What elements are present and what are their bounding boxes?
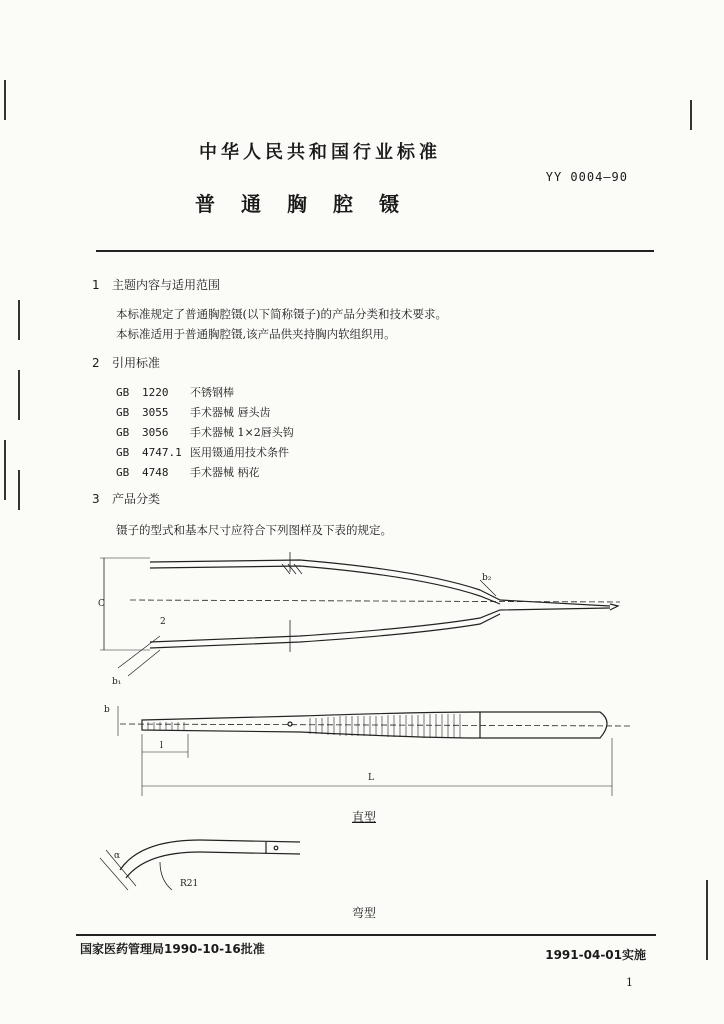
reference-item: GB 3056 手术器械 1×2唇头钩 <box>116 426 294 439</box>
dim-label: l <box>160 741 163 751</box>
dim-label: 2 <box>160 617 166 627</box>
section-number: 2 <box>92 356 100 370</box>
dim-label: L <box>368 773 374 783</box>
org-title: 中华人民共和国行业标准 <box>199 142 441 163</box>
footer-rule <box>76 934 656 936</box>
forceps-front-view <box>118 706 630 796</box>
section-title: 产品分类 <box>112 492 161 506</box>
forceps-drawing <box>0 540 724 925</box>
scan-mark <box>18 300 20 340</box>
reference-item: GB 4748 手术器械 柄花 <box>116 466 260 479</box>
section-3-heading <box>92 490 160 507</box>
caption-curved: 弯型 <box>352 906 377 920</box>
section-title: 主题内容与适用范围 <box>112 278 221 292</box>
caption-straight: 直型 <box>352 810 377 824</box>
doc-title: 普通胸腔镊 <box>195 192 425 216</box>
forceps-curved-view <box>100 840 300 890</box>
standard-code: YY 0004—90 <box>545 170 628 184</box>
scan-mark <box>18 370 20 420</box>
section-number: 1 <box>92 278 100 292</box>
scan-mark <box>4 80 6 120</box>
reference-item: GB 1220 不锈钢棒 <box>116 386 234 399</box>
approval-note: 国家医药管理局1990-10-16批准 <box>80 942 265 956</box>
scan-mark <box>18 470 20 510</box>
dim-label: b <box>104 705 110 715</box>
dim-label: α <box>114 851 121 861</box>
scan-mark <box>4 440 6 500</box>
dim-label: R21 <box>180 879 199 889</box>
effective-date: 1991-04-01实施 <box>545 948 646 962</box>
dim-label: C <box>98 599 105 609</box>
section-3-para-1: 镊子的型式和基本尺寸应符合下列图样及下表的规定。 <box>116 523 392 537</box>
page-number: 1 <box>626 976 633 989</box>
scan-mark <box>690 100 692 130</box>
section-1-heading <box>92 276 220 293</box>
header-rule <box>96 250 654 252</box>
reference-item: GB 4747.1 医用镊通用技术条件 <box>116 446 289 459</box>
dim-label: b₁ <box>112 677 122 687</box>
section-1-para-2: 本标准适用于普通胸腔镊,该产品供夹持胸内软组织用。 <box>116 327 396 341</box>
dim-label: b₂ <box>482 573 492 583</box>
section-2-heading <box>92 354 160 371</box>
section-number: 3 <box>92 492 100 506</box>
section-1-para-1: 本标准规定了普通胸腔镊(以下简称镊子)的产品分类和技术要求。 <box>116 307 447 321</box>
forceps-side-view <box>100 552 620 676</box>
reference-item: GB 3055 手术器械 唇头齿 <box>116 406 271 419</box>
section-title: 引用标准 <box>112 356 161 370</box>
